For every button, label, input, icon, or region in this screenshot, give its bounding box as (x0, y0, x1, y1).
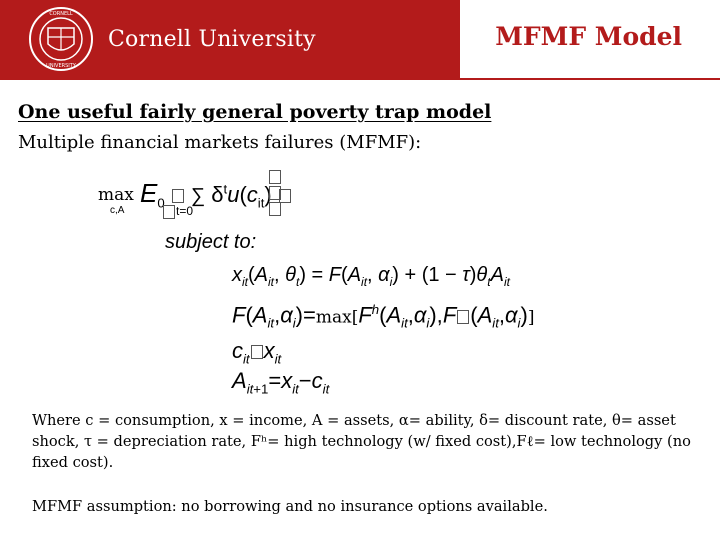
missing-glyph-icon (251, 345, 263, 359)
header-rule (0, 78, 720, 80)
section-heading: One useful fairly general poverty trap model (18, 101, 492, 123)
subject-to-label: subject to: (165, 231, 257, 253)
svg-text:UNIVERSITY: UNIVERSITY (46, 63, 76, 69)
missing-glyph-icon (269, 186, 281, 200)
objective-under: c,A (110, 205, 125, 216)
variable-definitions: Where c = consumption, x = income, A = assets, α= ability, δ= discount rate, θ= asset shock, τ = depreciation rate, Fʰ= high technology (w/ fixed cost),Fℓ= low technology (no fixed cost). (32, 412, 691, 471)
missing-glyph-icon (163, 205, 175, 219)
missing-glyph-icon (269, 170, 281, 184)
income-constraint: $x_{it}(A_{it}$, $\theta_t) = F(A_{it}$, $\alpha_i) + (1 - \tau)\theta_tA_{it}$ (232, 264, 510, 289)
consumption-constraint: $c_{it}$ $x_{it}$ (232, 338, 282, 367)
objective-function: $\max E_0$ ∑ $\delta^tu(c_{it})$ (98, 178, 292, 210)
missing-glyph-icon (269, 202, 281, 216)
objective-sum-index: t=0 (162, 204, 193, 219)
sum-operator: ∑ (190, 185, 206, 207)
header-bar (0, 0, 720, 78)
max-operator: max (98, 185, 134, 205)
missing-glyph-icon (172, 189, 184, 203)
technology-constraint: $F(A_{it},\alpha_i)=\max[F^h(A_{it},\alpha_i),F$ $(A_{it},\alpha_i)$] (232, 302, 535, 331)
slide-title: MFMF Model (495, 22, 682, 51)
objective-brackets (268, 168, 282, 216)
brand-name: Cornell University (108, 27, 316, 52)
mfmf-assumption: MFMF assumption: no borrowing and no insurance options available. (32, 498, 548, 515)
delta-symbol: δ (211, 182, 224, 207)
expectation-symbol: E (139, 178, 158, 208)
cornell-seal-icon (28, 6, 94, 72)
svg-text:CORNELL: CORNELL (49, 11, 73, 17)
title-box (460, 0, 720, 78)
section-subheading: Multiple financial markets failures (MFMF): (18, 132, 422, 153)
missing-glyph-icon (457, 310, 469, 324)
asset-constraint: $A_{it+1}=x_{it}-c_{it}$ (232, 368, 330, 397)
